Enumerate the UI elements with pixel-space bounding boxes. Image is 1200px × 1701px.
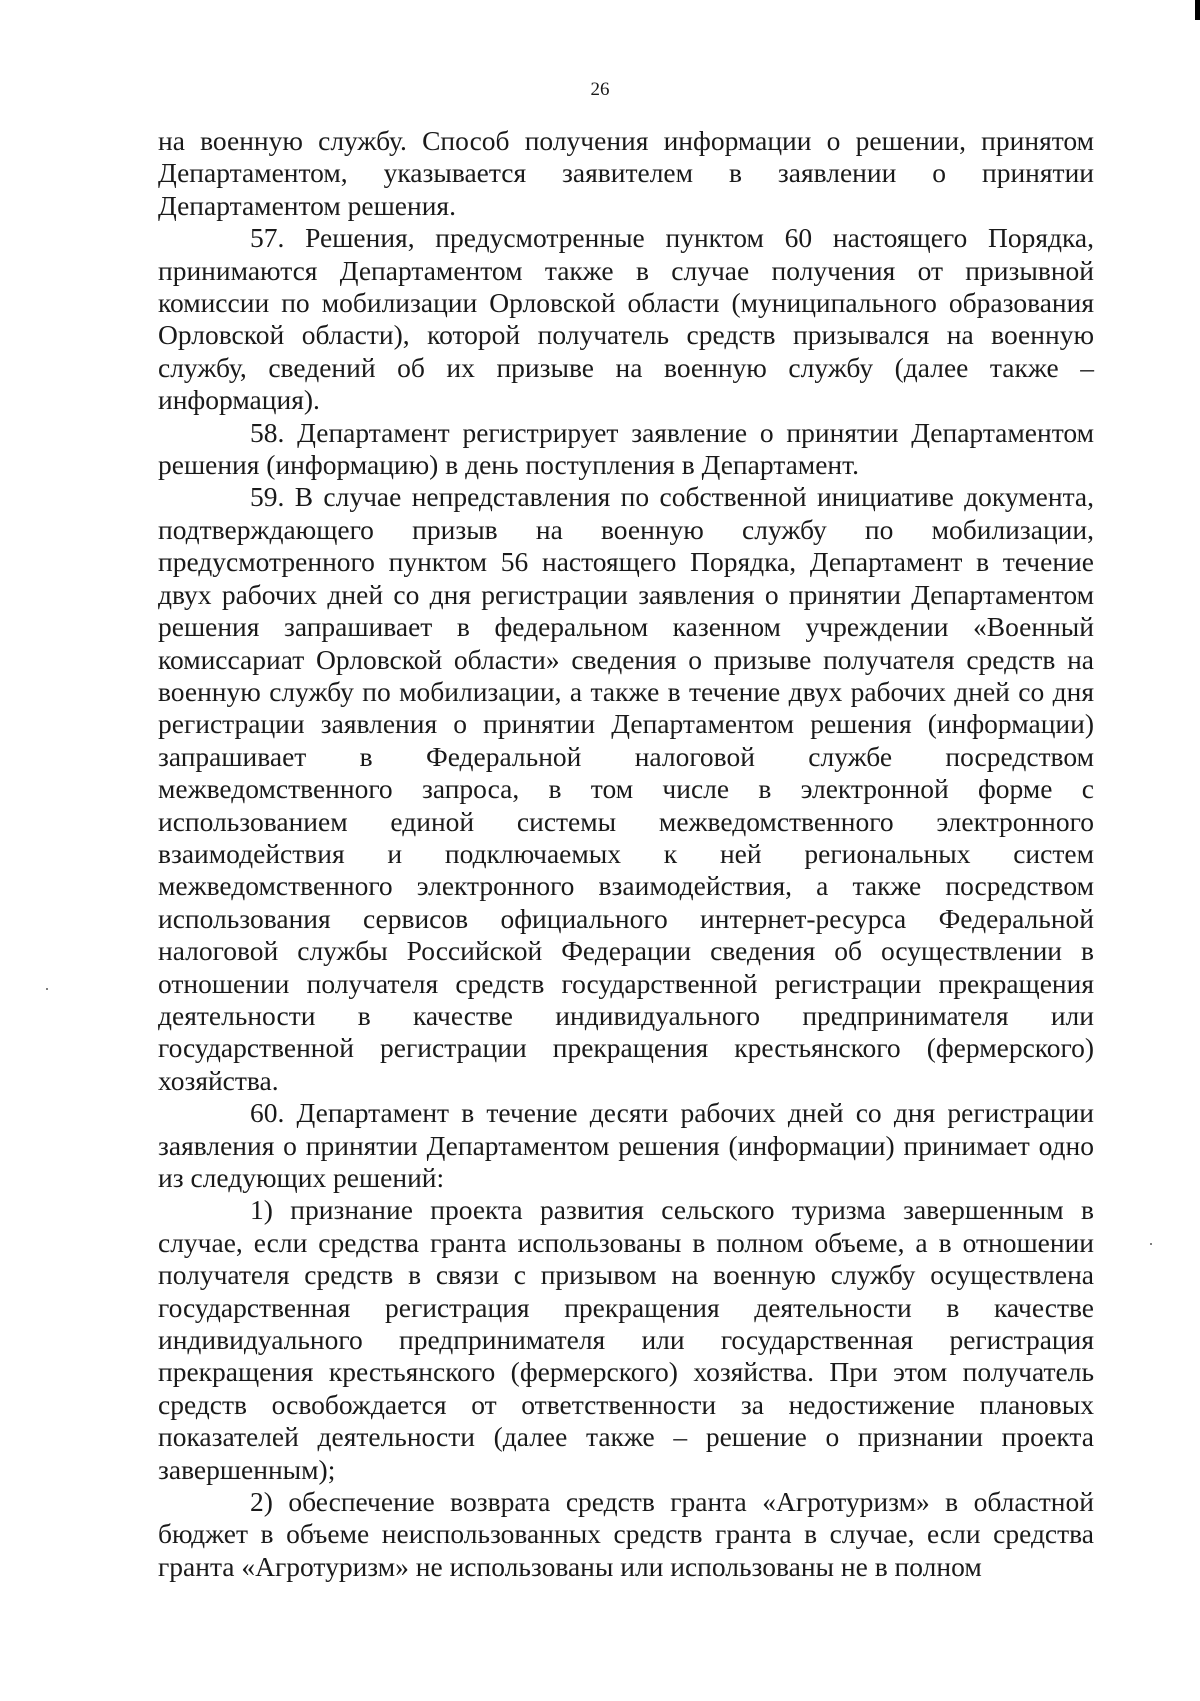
paragraph-60-item-1: 1) признание проекта развития сельского туризма завершенным в случае, если средства гранта использованы в полном объеме, а в отношении получателя средств в связи с призывом на военную службу осуществлена государственная регистрация прекращения деятельности в качестве индивидуального предпринимателя или государственная регистрация прекращения крестьянского (фермерского) хозяйства. При этом получатель средств освобождается от ответственности за недостижение плановых показателей деятельности (далее также – решение о признании проекта завершенным); <box>158 1194 1094 1485</box>
paragraph-60: 60. Департамент в течение десяти рабочих дней со дня регистрации заявления о принятии Департаментом решения (информации) принимает одно из следующих решений: <box>158 1097 1094 1193</box>
scan-speck <box>46 988 48 990</box>
paragraph-57: 57. Решения, предусмотренные пунктом 60 настоящего Порядка, принимаются Департаментом также в случае получения от призывной комиссии по мобилизации Орловской области (муниципального образования Орловской области), которой получатель средств призывался на военную службу, сведений об их призыве на военную службу (далее также – информация). <box>158 222 1094 416</box>
paragraph-60-item-2: 2) обеспечение возврата средств гранта «Агротуризм» в областной бюджет в объеме неиспользованных средств гранта в случае, если средства гранта «Агротуризм» не использованы или использованы не в полном <box>158 1486 1094 1582</box>
page-number: 26 <box>590 79 610 100</box>
paragraph-58: 58. Департамент регистрирует заявление о принятии Департаментом решения (информацию) в день поступления в Департамент. <box>158 416 1094 481</box>
paragraph-continuation: на военную службу. Способ получения информации о решении, принятом Департаментом, указывается заявителем в заявлении о принятии Департаментом решения. <box>158 125 1094 221</box>
scan-speck <box>1150 1243 1152 1245</box>
paragraph-59: 59. В случае непредставления по собственной инициативе документа, подтверждающего призыв на военную службу по мобилизации, предусмотренного пунктом 56 настоящего Порядка, Департамент в течение двух рабочих дней со дня регистрации заявления о принятии Департаментом решения запрашивает в федеральном казенном учреждении «Военный комиссариат Орловской области» сведения о призыве получателя средств на военную службу по мобилизации, а также в течение двух рабочих дней со дня регистрации заявления о принятии Департаментом решения (информации) запрашивает в Федеральной налоговой службе посредством межведомственного запроса, в том числе в электронной форме с использованием единой системы межведомственного электронного взаимодействия и подключаемых к ней региональных систем межведомственного электронного взаимодействия, а также посредством использования сервисов официального интернет-ресурса Федеральной налоговой службы Российской Федерации сведения об осуществлении в отношении получателя средств государственной регистрации прекращения деятельности в качестве индивидуального предпринимателя или государственной регистрации прекращения крестьянского (фермерского) хозяйства. <box>158 481 1094 1096</box>
document-body <box>158 125 1094 1583</box>
scan-edge-mark <box>1195 0 1200 20</box>
